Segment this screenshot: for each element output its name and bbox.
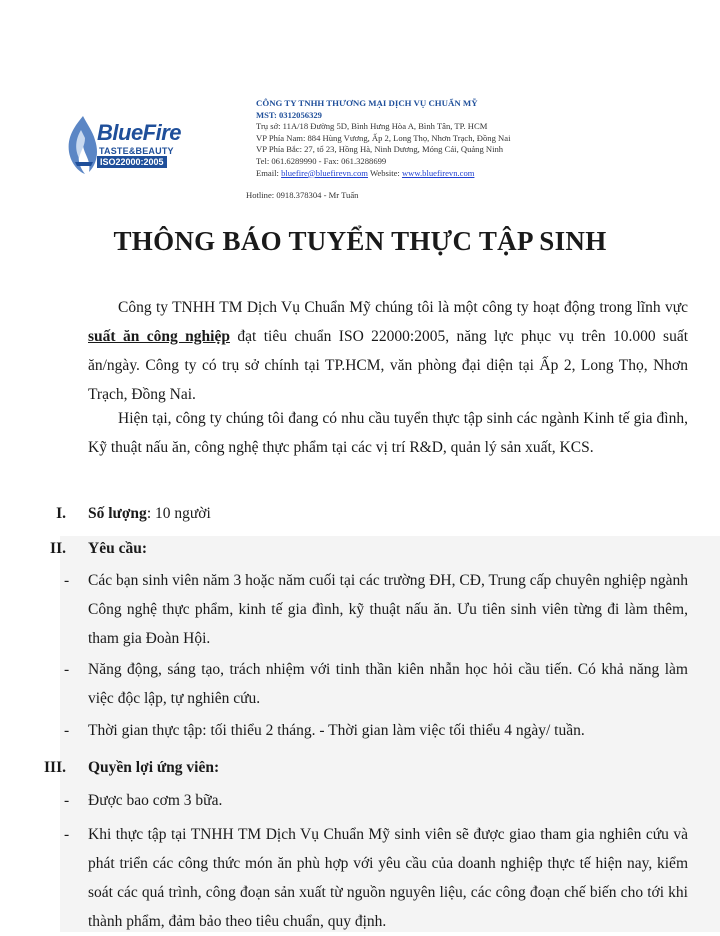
section-heading <box>88 753 219 782</box>
list-item-text: Được bao cơm 3 bữa. <box>88 792 223 809</box>
list-item-text: Các bạn sinh viên năm 3 hoặc năm cuối tại các trường ĐH, CĐ, Trung cấp chuyên nghiệp ngành Công nghệ thực phẩm, kinh tế gia đình, kỹ thuật nấu ăn. Ưu tiên sinh viên từng đi làm thêm, tham gia Đoàn Hội. <box>88 572 688 647</box>
email-link[interactable]: bluefire@bluefirevn.com <box>281 167 368 178</box>
intro-text: đạt tiêu chuẩn ISO 22000:2005, năng lực phục vụ trên 10.000 suất ăn/ngày. Công ty có trụ sở chính tại TP.HCM, văn phòng đại diện tại Ấp 2, Long Thọ, Nhơn Trạch, Đồng Nai. <box>88 328 689 403</box>
company-tax-code: MST: 0312056329 <box>256 109 322 120</box>
highlight-text: suất ăn công nghiệp <box>88 328 230 345</box>
list-dash: - <box>64 826 70 843</box>
website-label: Website: <box>367 167 402 178</box>
company-name: CÔNG TY TNHH THƯƠNG MẠI DỊCH VỤ CHUẨN MỸ <box>256 98 478 108</box>
list-dash: - <box>64 572 70 589</box>
list-item-text: Khi thực tập tại TNHH TM Dịch Vụ Chuẩn Mỹ sinh viên sẽ được giao tham gia nghiên cứu và phát triển các công thức món ăn phù hợp với yêu cầu của doanh nghiệp thực tế hiện nay, kiểm soát các quá trình, công đoạn sản xuất từ nguồn nguyên liệu, các công đoạn chế biến cho tới khi thành phẩm, đảm bảo theo tiêu chuẩn, quy định. <box>88 826 688 930</box>
intro-text: Công ty TNHH TM Dịch Vụ Chuẩn Mỹ chúng tôi là một công ty hoạt động trong lĩnh vực <box>118 299 688 316</box>
logo-tagline: TASTE&BEAUTY <box>99 146 174 156</box>
section-number: II. <box>50 540 66 557</box>
list-dash: - <box>64 792 70 809</box>
email-label: Email: <box>256 167 282 178</box>
section-label: Yêu cầu: <box>88 540 147 557</box>
hotline: Hotline: 0918.378304 - Mr Tuấn <box>246 190 359 200</box>
section-value: : 10 người <box>146 505 211 522</box>
list-dash: - <box>64 722 70 739</box>
company-logo <box>63 112 223 182</box>
address-line: Trụ sở: 11A/18 Đường 5D, Bình Hưng Hòa A, Bình Tân, TP. HCM <box>256 121 488 132</box>
list-dash: - <box>64 661 70 678</box>
logo-brand: BlueFire <box>97 120 182 145</box>
phone-fax: Tel: 061.6289990 - Fax: 061.3288699 <box>256 155 387 166</box>
intro-paragraph <box>88 293 688 409</box>
list-item-text: Năng động, sáng tạo, trách nhiệm với tinh thần kiên nhẫn học hỏi cầu tiến. Có khả năng làm việc độc lập, tự nghiên cứu. <box>88 661 688 707</box>
section-label: Quyền lợi ứng viên: <box>88 759 220 776</box>
address-line: VP Phía Nam: 884 Hùng Vương, Ấp 2, Long Thọ, Nhơn Trạch, Đồng Nai <box>256 132 511 143</box>
website-link[interactable]: www.bluefirevn.com <box>401 167 475 178</box>
section-heading <box>88 499 211 528</box>
section-label: Số lượng <box>88 505 147 522</box>
logo-iso: ISO22000:2005 <box>97 156 167 168</box>
list-item-text: Thời gian thực tập: tối thiểu 2 tháng. - Thời gian làm việc tối thiểu 4 ngày/ tuần. <box>88 722 585 739</box>
contact-line <box>256 168 696 180</box>
section-heading <box>88 534 147 563</box>
company-info <box>256 98 696 179</box>
page-title: THÔNG BÁO TUYỂN THỰC TẬP SINH <box>113 226 607 256</box>
address-line: VP Phía Bắc: 27, tổ 23, Hồng Hà, Ninh Dương, Móng Cái, Quảng Ninh <box>256 144 504 155</box>
intro-paragraph: Hiện tại, công ty chúng tôi đang có nhu cầu tuyển thực tập sinh các ngành Kinh tế gia đình, Kỹ thuật nấu ăn, công nghệ thực phẩm tại các vị trí R&D, quản lý sản xuất, KCS. <box>88 410 688 456</box>
section-number: I. <box>56 505 66 522</box>
section-number: III. <box>44 759 66 776</box>
